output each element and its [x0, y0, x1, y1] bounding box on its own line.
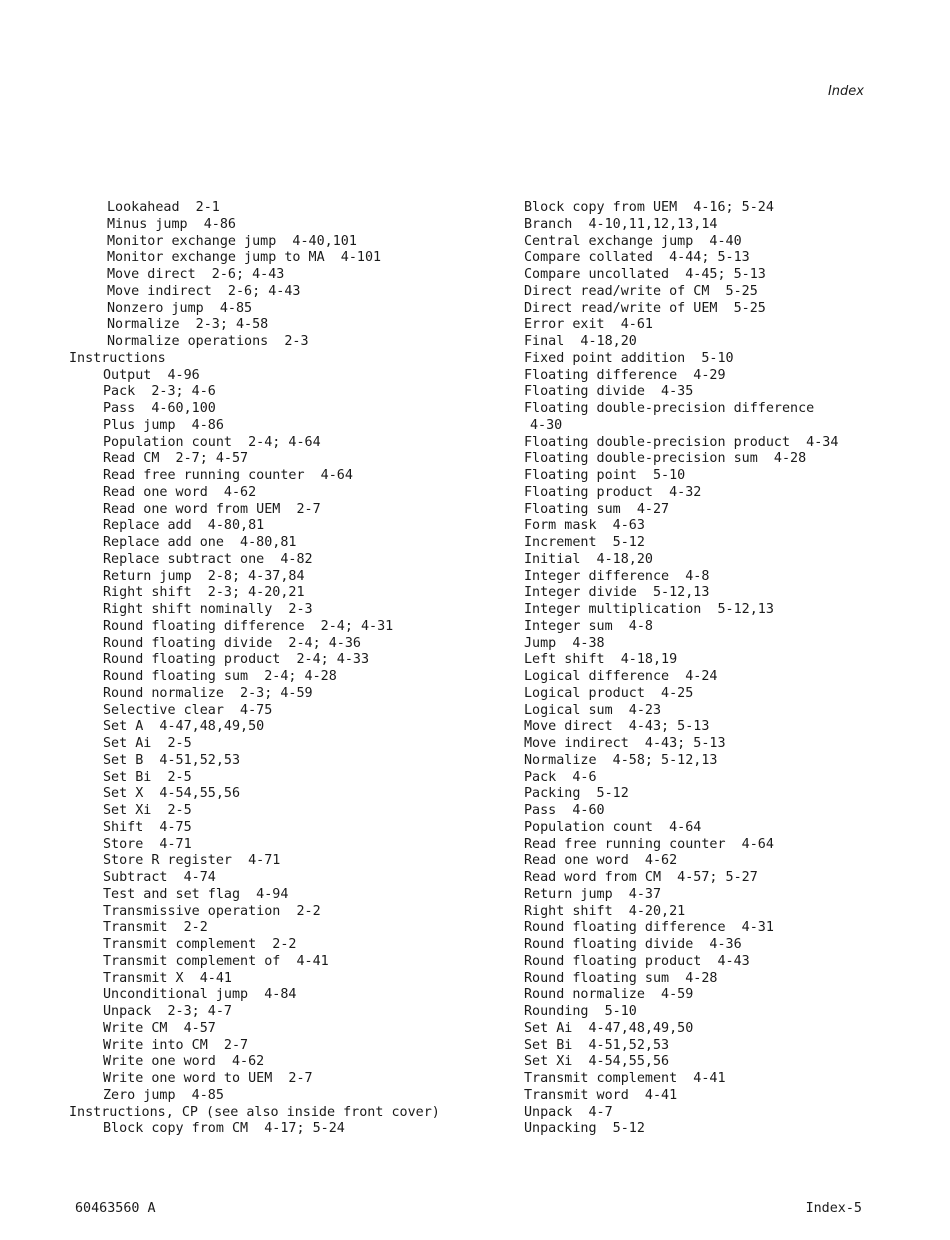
index-entry: Write CM 4-57	[103, 1020, 216, 1036]
index-entry: Block copy from UEM 4-16; 5-24	[524, 200, 774, 215]
index-entry: Floating divide 4-35	[524, 384, 694, 400]
index-entry: Set B 4-51,52,53	[103, 752, 241, 768]
index-entry: Floating product 4-32	[524, 484, 702, 500]
index-entry: 4-30	[530, 417, 563, 433]
index-entry: Fixed point addition 5-10	[524, 350, 734, 366]
index-entry: Right shift 2-3; 4-20,21	[103, 585, 305, 601]
index-entry: Transmit word 4-41	[524, 1087, 678, 1103]
index-entry: Direct read/write of CM 5-25	[524, 283, 758, 299]
index-entry: Round floating difference 2-4; 4-31	[103, 618, 394, 634]
index-entry: Write one word to UEM 2-7	[103, 1071, 313, 1086]
index-entry: Set Ai 2-5	[103, 736, 192, 751]
index-entry: Read free running counter 4-64	[103, 468, 353, 483]
index-entry: Nonzero jump 4-85	[107, 300, 253, 316]
index-entry: Floating double-precision sum 4-28	[524, 451, 807, 467]
index-entry: Read one word 4-62	[524, 853, 678, 869]
index-entry: Return jump 2-8; 4-37,84	[103, 568, 305, 584]
index-entry: Branch 4-10,11,12,13,14	[524, 216, 718, 232]
index-entry: Normalize 4-58; 5-12,13	[524, 752, 718, 768]
index-entry: Read one word 4-62	[103, 484, 257, 500]
index-entry: Direct read/write of UEM 5-25	[524, 300, 766, 316]
index-entry: Read free running counter 4-64	[524, 836, 774, 852]
index-entry: Output 4-96	[103, 367, 200, 383]
index-entry: Right shift 4-20,21	[524, 903, 686, 919]
index-entry: Integer multiplication 5-12,13	[524, 602, 774, 617]
index-entry: Shift 4-75	[103, 819, 192, 835]
index-column-right	[524, 200, 838, 1138]
index-entry: Normalize operations 2-3	[107, 334, 309, 349]
index-entry: Unpack 4-7	[524, 1104, 613, 1120]
page-number: Index-5	[805, 1201, 862, 1216]
index-entry: Write one word 4-62	[103, 1054, 265, 1070]
index-entry: Transmit complement 2-2	[103, 937, 297, 952]
index-entry: Floating double-precision difference	[524, 401, 815, 416]
index-entry: Monitor exchange jump to MA 4-101	[107, 250, 382, 266]
index-entry: Final 4-18,20	[524, 334, 637, 349]
index-entry: Store 4-71	[103, 836, 192, 852]
index-entry: Transmit 2-2	[103, 920, 208, 936]
index-entry: Transmit X 4-41	[103, 970, 232, 986]
index-entry: Instructions, CP (see also inside front cover)	[69, 1104, 440, 1120]
index-entry: Set X 4-54,55,56	[103, 786, 241, 802]
index-entry: Selective clear 4-75	[103, 702, 273, 718]
index-entry: Logical sum 4-23	[524, 702, 662, 718]
index-entry: Transmit complement 4-41	[524, 1071, 726, 1086]
index-entry: Replace add 4-80,81	[103, 518, 265, 534]
index-entry: Read one word from UEM 2-7	[103, 501, 321, 517]
index-entry: Replace add one 4-80,81	[103, 535, 297, 550]
index-entry: Compare collated 4-44; 5-13	[524, 250, 750, 266]
index-entry: Floating sum 4-27	[524, 501, 670, 517]
index-entry: Floating point 5-10	[524, 468, 686, 483]
index-entry: Round floating divide 2-4; 4-36	[103, 635, 361, 651]
index-entry: Block copy from CM 4-17; 5-24	[103, 1121, 345, 1137]
index-entry: Pack 4-6	[524, 769, 597, 785]
index-column-left	[69, 200, 440, 1138]
index-entry: Population count 2-4; 4-64	[103, 434, 321, 450]
index-entry: Return jump 4-37	[524, 886, 662, 902]
index-entry: Set Bi 4-51,52,53	[524, 1037, 670, 1053]
index-entry: Rounding 5-10	[524, 1004, 637, 1019]
index-entry: Initial 4-18,20	[524, 551, 653, 567]
index-entry: Set Bi 2-5	[103, 769, 192, 785]
index-entry: Floating double-precision product 4-34	[524, 434, 839, 450]
index-entry: Compare uncollated 4-45; 5-13	[524, 267, 766, 282]
index-entry: Logical product 4-25	[524, 685, 694, 701]
index-entry: Integer divide 5-12,13	[524, 585, 710, 601]
index-entry: Right shift nominally 2-3	[103, 602, 313, 617]
index-entry: Write into CM 2-7	[103, 1037, 249, 1053]
index-entry: Packing 5-12	[524, 786, 629, 802]
index-entry: Round normalize 4-59	[524, 987, 694, 1003]
index-entry: Population count 4-64	[524, 819, 702, 835]
index-entry: Plus jump 4-86	[103, 417, 224, 433]
index-entry: Transmissive operation 2-2	[103, 903, 321, 919]
index-entry: Round floating difference 4-31	[524, 920, 774, 936]
index-entry: Read word from CM 4-57; 5-27	[524, 870, 758, 885]
index-entry: Read CM 2-7; 4-57	[103, 451, 249, 467]
index-entry: Floating difference 4-29	[524, 367, 726, 383]
index-entry: Logical difference 4-24	[524, 669, 718, 684]
index-entry: Pass 4-60	[524, 803, 605, 818]
index-entry: Minus jump 4-86	[107, 216, 236, 232]
index-entry: Set Xi 2-5	[103, 803, 192, 818]
index-entry: Move indirect 4-43; 5-13	[524, 736, 726, 751]
index-entry: Round floating sum 2-4; 4-28	[103, 669, 337, 684]
index-entry: Left shift 4-18,19	[524, 652, 678, 668]
index-entry: Instructions	[69, 350, 166, 366]
index-entry: Round floating product 4-43	[524, 953, 750, 969]
index-entry: Move indirect 2-6; 4-43	[107, 283, 301, 299]
index-entry: Store R register 4-71	[103, 853, 281, 869]
index-entry: Subtract 4-74	[103, 870, 216, 885]
index-entry: Integer sum 4-8	[524, 618, 653, 634]
index-entry: Move direct 4-43; 5-13	[524, 719, 710, 735]
index-entry: Monitor exchange jump 4-40,101	[107, 233, 357, 249]
index-entry: Round floating divide 4-36	[524, 937, 742, 952]
index-entry: Jump 4-38	[524, 635, 605, 651]
index-entry: Set Ai 4-47,48,49,50	[524, 1020, 694, 1036]
index-entry: Unconditional jump 4-84	[103, 987, 297, 1003]
index-entry: Increment 5-12	[524, 535, 645, 550]
index-entry: Normalize 2-3; 4-58	[107, 317, 269, 333]
index-entry: Test and set flag 4-94	[103, 886, 289, 902]
index-entry: Error exit 4-61	[524, 317, 653, 333]
index-entry: Central exchange jump 4-40	[524, 233, 742, 249]
page-header-title: Index	[827, 84, 864, 99]
index-entry: Set A 4-47,48,49,50	[103, 719, 265, 735]
index-entry: Zero jump 4-85	[103, 1087, 224, 1103]
index-entry: Integer difference 4-8	[524, 568, 710, 584]
document-number: 60463560 A	[75, 1201, 156, 1216]
index-entry: Pack 2-3; 4-6	[103, 384, 216, 400]
index-entry: Round floating product 2-4; 4-33	[103, 652, 370, 668]
index-entry: Form mask 4-63	[524, 518, 645, 534]
index-entry: Lookahead 2-1	[107, 200, 220, 215]
index-entry: Round floating sum 4-28	[524, 970, 718, 986]
index-entry: Transmit complement of 4-41	[103, 953, 329, 969]
index-entry: Unpacking 5-12	[524, 1121, 645, 1137]
index-entry: Set Xi 4-54,55,56	[524, 1054, 670, 1070]
index-entry: Unpack 2-3; 4-7	[103, 1004, 232, 1019]
index-entry: Replace subtract one 4-82	[103, 551, 313, 567]
index-entry: Pass 4-60,100	[103, 401, 216, 416]
index-entry: Round normalize 2-3; 4-59	[103, 685, 313, 701]
index-entry: Move direct 2-6; 4-43	[107, 267, 285, 282]
